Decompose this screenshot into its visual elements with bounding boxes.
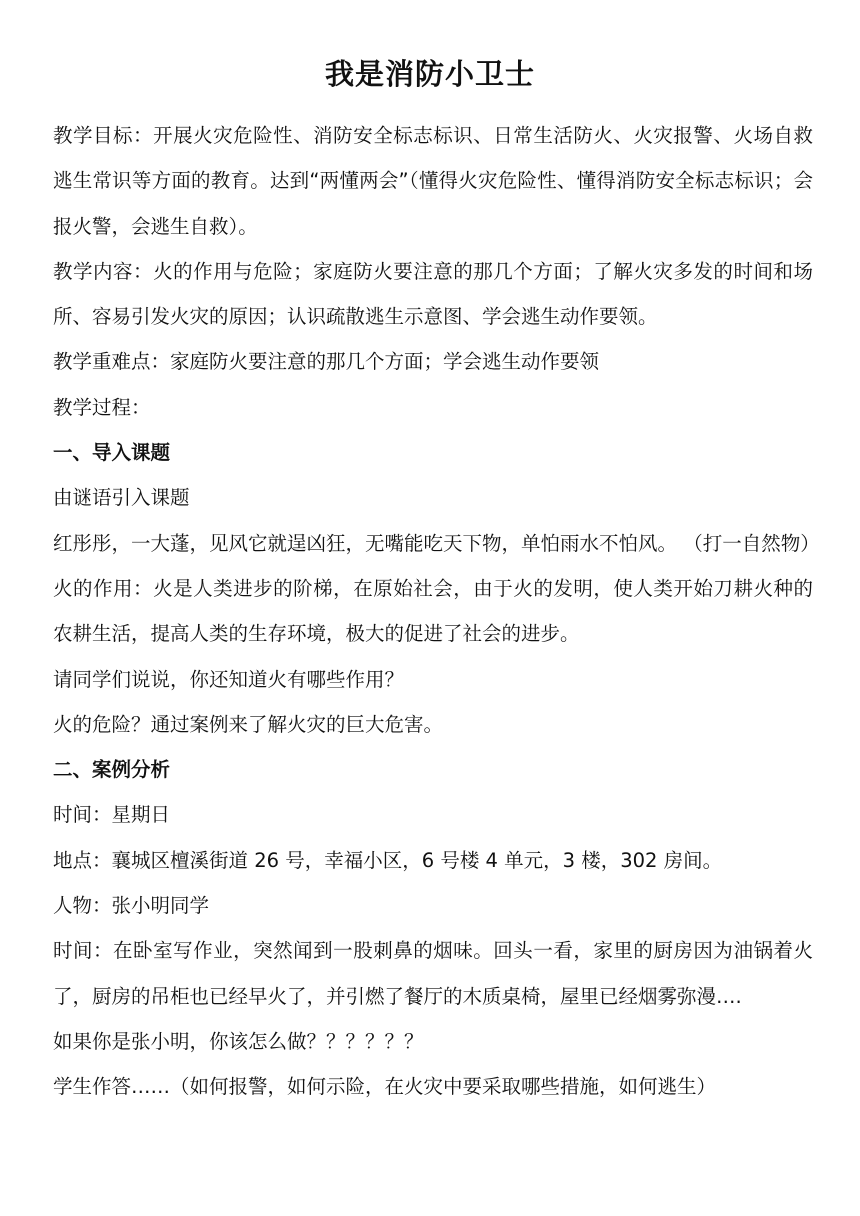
case-time-paragraph: 时间：星期日	[53, 803, 171, 827]
teaching-goal-paragraph: 教学目标：开展火灾危险性、消防安全标志标识、日常生活防火、火灾报警、火场自救逃生常识等方面的教育。达到“两懂两会”（懂得火灾危险性、懂得消防安全标志标识；会报火警，会逃生自救）。	[53, 124, 813, 238]
teaching-process-label: 教学过程：	[53, 395, 151, 419]
riddle-paragraph: 红彤彤，一大蓬，见风它就逞凶狂，无嘴能吃天下物，单怕雨水不怕风。 （打一自然物）	[53, 531, 820, 555]
document-title: 我是消防小卫士	[324, 57, 535, 91]
case-question-paragraph: 如果你是张小明，你该怎么做？？？？？？	[53, 1029, 424, 1053]
case-person-paragraph: 人物：张小明同学	[53, 894, 210, 918]
teaching-content-paragraph: 教学内容：火的作用与危险；家庭防火要注意的那几个方面；了解火灾多发的时间和场所、容易引发火灾的原因；认识疏散逃生示意图、学会逃生动作要领。	[53, 259, 813, 329]
fire-use-paragraph: 火的作用：火是人类进步的阶梯，在原始社会，由于火的发明，使人类开始刀耕火种的农耕生活，提高人类的生存环境，极大的促进了社会的进步。	[53, 576, 813, 646]
document-body	[53, 113, 820, 1110]
case-location-paragraph: 地点：襄城区檀溪街道 26 号，幸福小区，6 号楼 4 单元，3 楼，302 房间。	[53, 848, 723, 872]
case-event-paragraph: 时间：在卧室写作业，突然闻到一股刺鼻的烟味。回头一看，家里的厨房因为油锅着火了，厨房的吊柜也已经早火了，并引燃了餐厅的木质桌椅，屋里已经烟雾弥漫….	[53, 939, 813, 1008]
student-answer-paragraph: 学生作答……（如何报警，如何示险，在火灾中要采取哪些措施，如何逃生）	[53, 1075, 717, 1099]
key-difficulty-paragraph: 教学重难点：家庭防火要注意的那几个方面；学会逃生动作要领	[53, 350, 600, 374]
section-heading-intro: 一、导入课题	[53, 441, 171, 465]
section-heading-case: 二、案例分析	[53, 758, 171, 782]
fire-danger-paragraph: 火的危险？通过案例来了解火灾的巨大危害。	[53, 712, 444, 736]
question-paragraph: 请同学们说说，你还知道火有哪些作用？	[53, 667, 405, 691]
riddle-intro-paragraph: 由谜语引入课题	[53, 486, 190, 510]
